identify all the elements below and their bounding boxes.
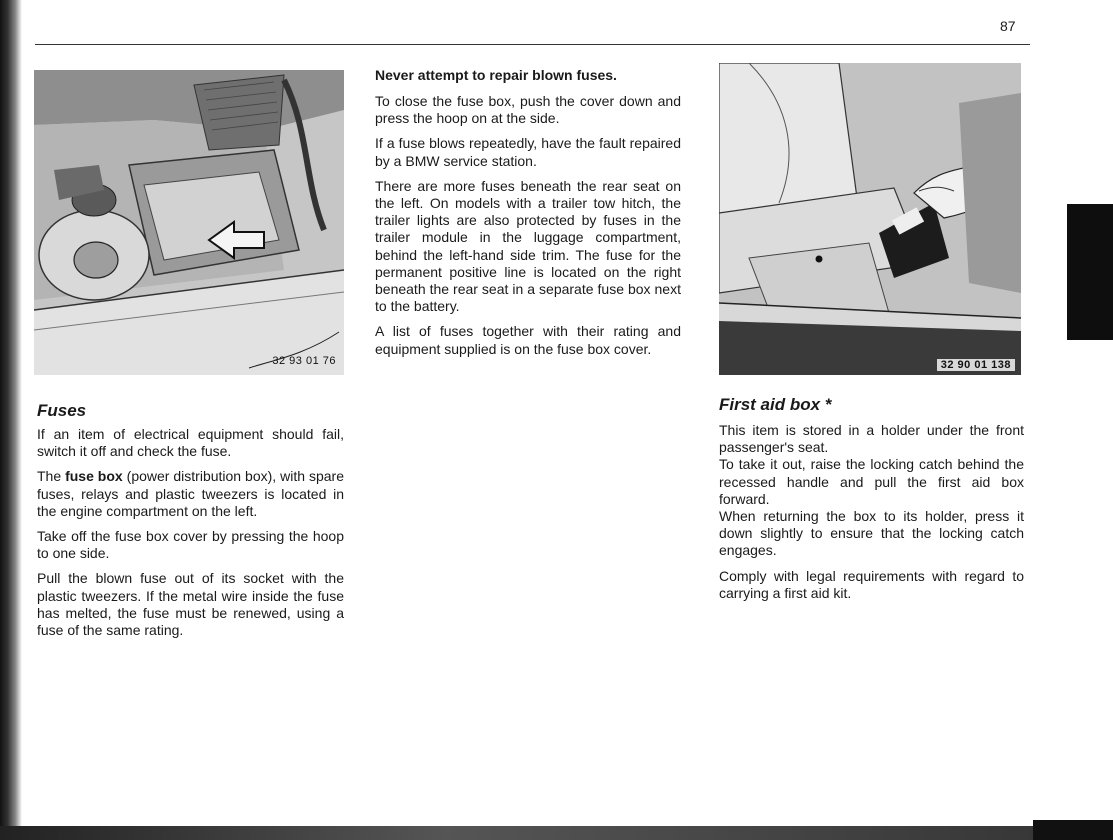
paragraph: This item is stored in a holder under the front passenger's seat. (719, 422, 1024, 456)
page-bottom-edge (0, 826, 1113, 840)
paragraph: Take off the fuse box cover by pressing the hoop to one side. (37, 528, 344, 562)
paragraph: To take it out, raise the locking catch behind the recessed handle and pull the first aid box forward. (719, 456, 1024, 507)
figure-number: 32 90 01 138 (937, 359, 1015, 371)
header-rule (35, 44, 1030, 45)
page-number: 87 (1000, 18, 1016, 34)
seat-drawing (719, 63, 1021, 375)
fuse-box-illustration (34, 70, 344, 375)
section-thumb-tab (1067, 204, 1113, 340)
paragraph: To close the fuse box, push the cover down and press the hoop on at the side. (375, 93, 681, 127)
paragraph (37, 468, 344, 520)
page-binding-shadow (0, 0, 22, 840)
paragraph: If an item of electrical equipment should fail, switch it off and check the fuse. (37, 426, 344, 460)
page-bottom-corner (1033, 820, 1113, 840)
paragraph: When returning the box to its holder, press it down slightly to ensure that the locking catch engages. (719, 508, 1024, 559)
paragraph: There are more fuses beneath the rear seat on the left. On models with a trailer tow hitch, the trailer lights are also protected by fuses in the trailer module in the luggage compartment, behind the left-hand side trim. The fuse for the permanent positive line is located on the right beneath the rear seat in a separate fuse box next to the battery. (375, 177, 681, 315)
first-aid-box-illustration (719, 63, 1021, 375)
first-aid-heading: First aid box * (719, 395, 832, 414)
paragraph: If a fuse blows repeatedly, have the fault repaired by a BMW service station. (375, 135, 681, 169)
first-aid-text (719, 422, 1024, 602)
warning-text: Never attempt to repair blown fuses. (375, 67, 617, 83)
paragraph: Pull the blown fuse out of its socket with the plastic tweezers. If the metal wire inside the fuse has melted, the fuse must be renewed, using a fuse of the same rating. (37, 570, 344, 639)
fuses-text (37, 426, 344, 647)
middle-text (375, 93, 681, 366)
paragraph: A list of fuses together with their rating and equipment supplied is on the fuse box cover. (375, 323, 681, 357)
paragraph: Comply with legal requirements with regard to carrying a first aid kit. (719, 567, 1024, 601)
text-run: The (37, 468, 66, 485)
fuse-box-term: fuse box (65, 468, 123, 485)
text-run: (power distribution box), with spare fuses, relays and plastic tweezers is located in the engine compartment on the left. (37, 468, 344, 519)
figure-number: 32 93 01 76 (272, 355, 336, 367)
fuses-heading: Fuses (37, 401, 87, 420)
engine-compartment-drawing (34, 70, 344, 375)
